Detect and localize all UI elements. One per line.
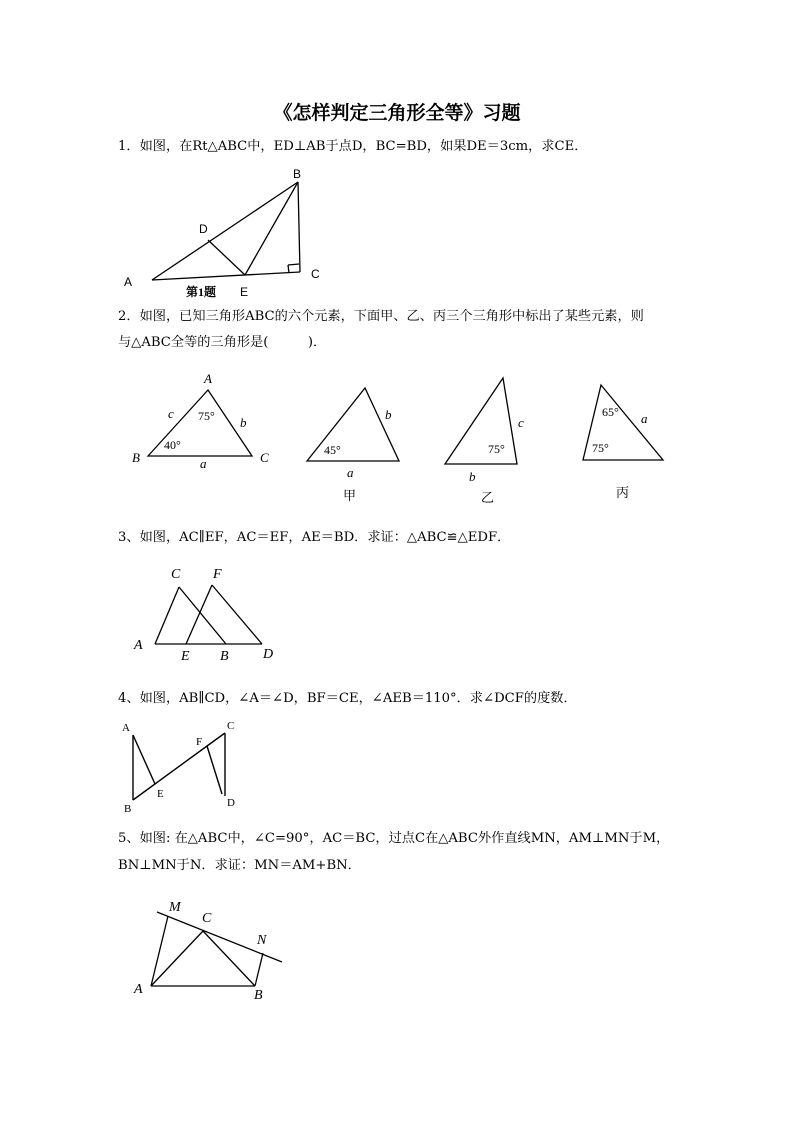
fig2-main-label-a-vertex: A	[204, 371, 212, 386]
fig3-label-f: F	[213, 567, 222, 582]
fig2-bing-angle-2: 75°	[592, 441, 609, 455]
fig2-main-label-c-vertex: C	[260, 450, 269, 465]
fig5-label-c: C	[202, 911, 212, 926]
fig5-label-b: B	[254, 988, 263, 1003]
fig4-label-d: D	[227, 797, 235, 809]
fig2-bing-side-a: a	[641, 411, 648, 426]
fig4-label-f: F	[196, 736, 203, 748]
fig4-label-b: B	[124, 803, 132, 815]
fig5-label-n: N	[257, 933, 267, 948]
fig2-main-label-b-vertex: B	[132, 450, 140, 465]
question-5-line-2: BN⊥MN于N．求证：MN＝AM+BN．	[118, 858, 361, 873]
fig3-label-a: A	[134, 638, 143, 653]
question-5-line-1: 5、如图: 在△ABC中，∠C=90°，AC＝BC，过点C在△ABC外作直线MN，AM⊥MN于M，	[118, 831, 670, 846]
fig5-line-ac	[151, 931, 203, 986]
fig3-label-d: D	[263, 647, 274, 662]
fig4-label-a: A	[122, 722, 130, 734]
fig2-main-angle-b: 40°	[164, 438, 181, 452]
fig5-label-a: A	[134, 982, 143, 997]
fig2-main-side-c: c	[168, 406, 174, 421]
fig2-yi-label: 乙	[481, 490, 495, 505]
fig1-label-a: A	[124, 275, 133, 289]
fig2-jia-side-b: b	[385, 407, 392, 422]
fig5-line-am	[151, 916, 168, 986]
fig2-yi-angle: 75°	[488, 442, 505, 456]
fig1-label-e: E	[240, 285, 249, 299]
question-2-line-2: 与△ABC全等的三角形是( )．	[118, 335, 327, 350]
fig3-label-e: E	[181, 649, 190, 664]
fig2-main-angle-a: 75°	[198, 409, 215, 423]
question-2-line-1: 2．如图，已知三角形ABC的六个元素，下面甲、乙、丙三个三角形中标出了某些元素，则	[118, 309, 644, 324]
fig1-label-b: B	[293, 167, 302, 181]
question-3-text: 3、如图，AC∥EF，AC＝EF，AE＝BD．求证：△ABC≌△EDF．	[118, 530, 511, 545]
question-4-text: 4、如图，AB∥CD，∠A＝∠D，BF＝CE，∠AEB＝110°．求∠DCF的度数．	[118, 691, 577, 706]
fig2-main-side-b: b	[240, 415, 247, 430]
fig2-bing-angle-1: 65°	[602, 405, 619, 419]
question-1-text: 1．如图，在Rt△ABC中，ED⊥AB于点D，BC=BD，如果DE＝3cm，求CE．	[118, 139, 588, 154]
page-title: 《怎样判定三角形全等》习题	[273, 102, 521, 124]
fig4-label-c: C	[227, 720, 235, 732]
fig5-line-bn	[255, 953, 263, 986]
fig2-jia-angle: 45°	[324, 443, 341, 457]
fig1-label-c: C	[311, 267, 320, 281]
fig1-label-d: D	[199, 222, 208, 236]
fig3-label-b: B	[220, 649, 229, 664]
fig2-jia-label: 甲	[343, 488, 357, 503]
fig1-caption: 第1题	[186, 285, 217, 299]
fig2-jia-side-a: a	[347, 465, 354, 480]
fig4-label-e: E	[157, 788, 164, 800]
fig2-yi-side-b: b	[469, 469, 476, 484]
fig3-label-c: C	[171, 567, 181, 582]
fig2-main-side-a: a	[200, 456, 207, 471]
fig2-yi-side-c: c	[518, 415, 524, 430]
fig5-line-cb	[203, 931, 255, 986]
fig5-label-m: M	[169, 900, 181, 915]
fig2-bing-label: 丙	[616, 485, 630, 500]
